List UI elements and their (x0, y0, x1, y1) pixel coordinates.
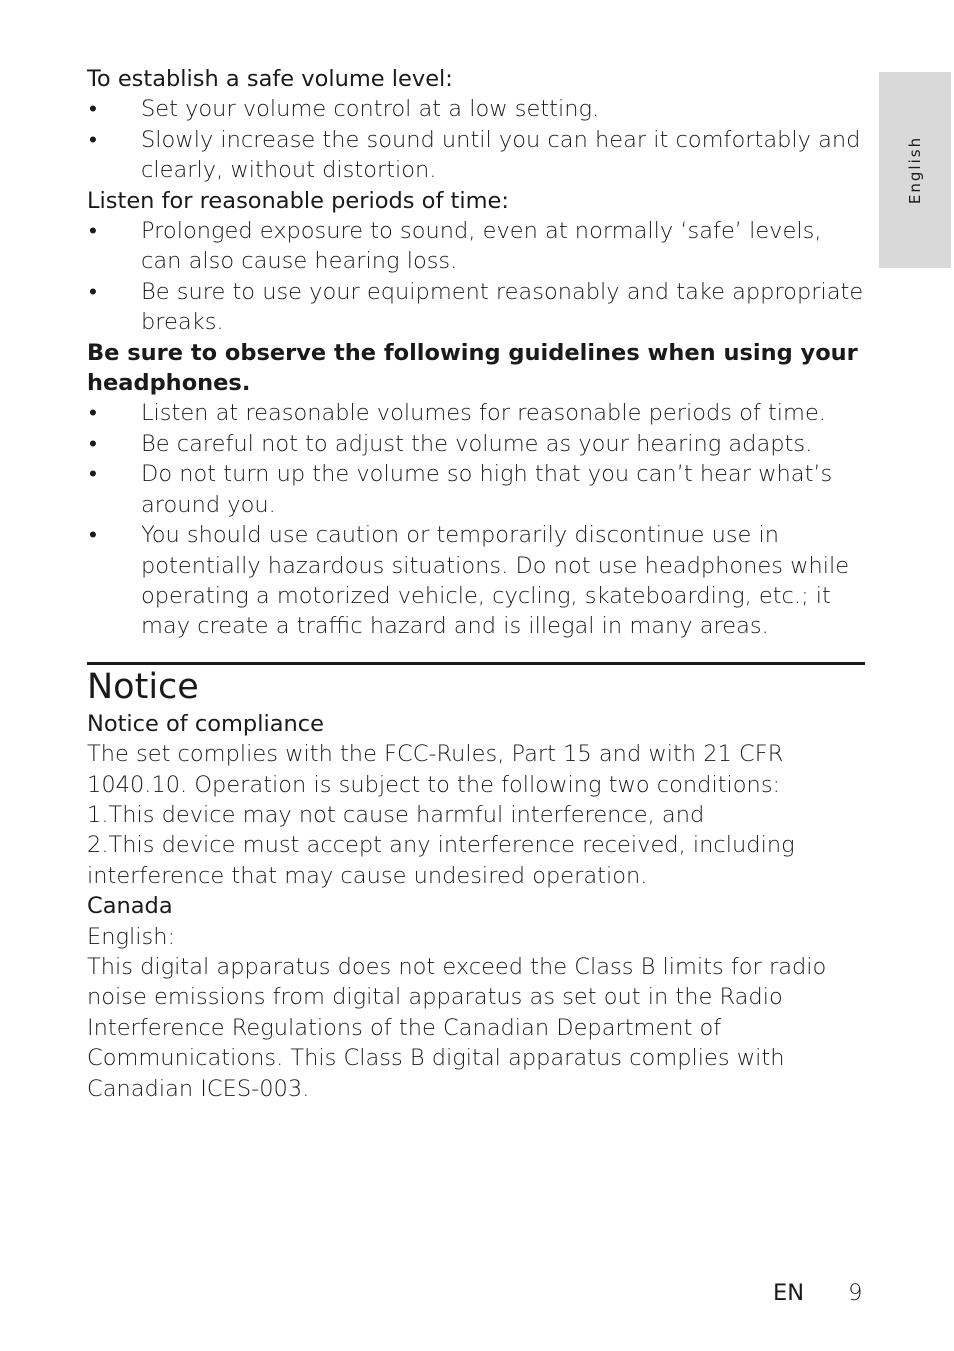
listen-time-heading: Listen for reasonable periods of time: (87, 187, 509, 214)
canada-text: This digital apparatus does not exceed the Class B limits for radio noise emissions from digital apparatus as set out in the Radio Interference Regulations of the Canadian Department of Communications. This Class B digital apparatus complies with Canadian ICES-003. (87, 953, 827, 1102)
side-tab-label: English (906, 135, 924, 205)
notice-title: Notice (87, 666, 199, 707)
guidelines-list (87, 398, 865, 641)
footer-language-code: EN (773, 1280, 805, 1306)
compliance-condition-2: 2.This device must accept any interference received, including interference that may cause undesired operation. (87, 832, 795, 889)
list-item: • Listen at reasonable volumes for reasonable periods of time. (87, 398, 865, 428)
list-item: • Do not turn up the volume so high that you can’t hear what’s around you. (87, 459, 865, 520)
canada-language: English: (87, 923, 176, 950)
page-number: 9 (848, 1280, 863, 1306)
list-item: • You should use caution or temporarily discontinue use in potentially hazardous situations. Do not use headphones while operating a motorized vehicle, cycling, skateboarding, etc.; it may create a traffic hazard and is illegal in many areas. (87, 520, 865, 642)
safe-volume-heading: To establish a safe volume level: (87, 66, 453, 92)
list-item: • Prolonged exposure to sound, even at normally ‘safe’ levels, can also cause hearing loss. (87, 216, 865, 277)
page-content (87, 64, 865, 1104)
list-item: • Slowly increase the sound until you can hear it comfortably and clearly, without distortion. (87, 125, 865, 186)
list-item: • Be careful not to adjust the volume as your hearing adapts. (87, 429, 865, 459)
listen-time-list (87, 216, 865, 338)
safe-volume-list (87, 94, 865, 185)
list-item: • Be sure to use your equipment reasonably and take appropriate breaks. (87, 277, 865, 338)
compliance-text: The set complies with the FCC-Rules, Part 15 and with 21 CFR 1040.10. Operation is subject to the following two conditions: (87, 741, 784, 798)
language-side-tab (879, 72, 951, 268)
canada-heading: Canada (87, 893, 173, 920)
compliance-condition-1: 1.This device may not cause harmful interference, and (87, 801, 705, 828)
list-item: • Set your volume control at a low setting. (87, 94, 865, 124)
page-footer (773, 1278, 862, 1308)
compliance-heading: Notice of compliance (87, 710, 324, 737)
guidelines-heading: Be sure to observe the following guidelines when using your headphones. (87, 339, 858, 397)
